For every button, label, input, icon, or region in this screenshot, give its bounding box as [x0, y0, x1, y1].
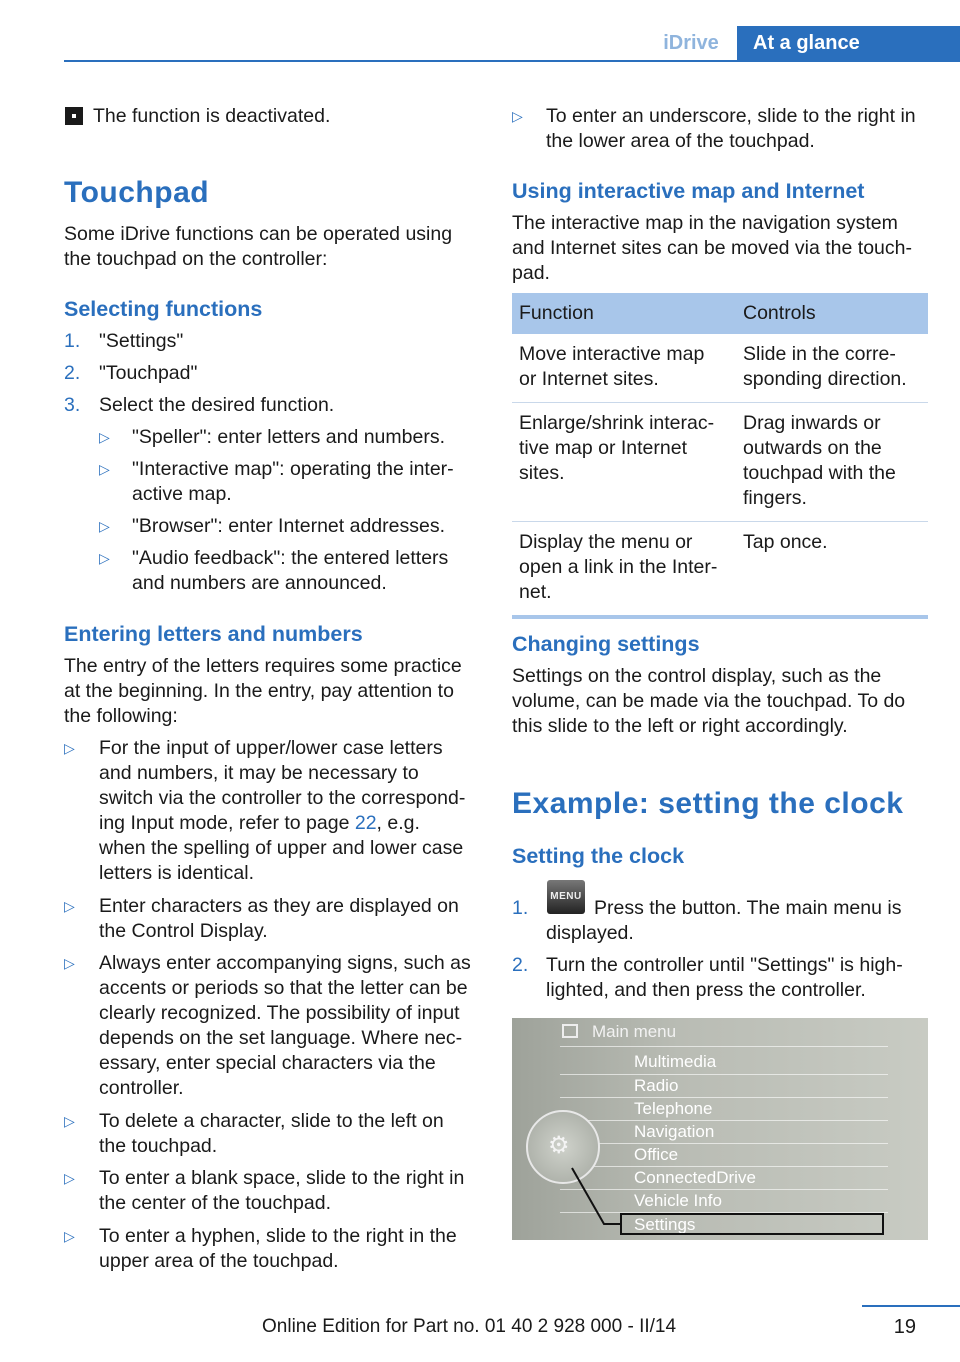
menu-item-selected: Settings	[634, 1215, 696, 1234]
page-reference-link[interactable]: 22	[354, 812, 377, 834]
controls-table	[512, 293, 928, 619]
function-item: ▷ "Speller": enter letters and numbers.	[99, 426, 445, 448]
triangle-bullet-icon: ▷	[99, 518, 110, 534]
entry-item: ▷ To enter a blank space, slide to the right in the center of the touchpad.	[64, 1167, 465, 1214]
clock-step: 2. Turn the controller until "Settings" is high‐ lighted, and then press the controller.	[512, 954, 903, 1001]
example-clock-heading: Example: setting the clock	[512, 787, 904, 820]
triangle-bullet-icon: ▷	[99, 461, 110, 477]
table-cell: Move interactive map or Internet sites.	[512, 334, 736, 403]
step-item: 2. "Touchpad"	[64, 362, 198, 384]
header-section-label: iDrive	[663, 32, 719, 54]
entry-item: ▷ To delete a character, slide to the left on the touchpad.	[64, 1110, 444, 1157]
entry-item: ▷ Enter characters as they are displayed on the Control Display.	[64, 895, 459, 942]
interactive-map-heading: Using interactive map and Internet	[512, 179, 865, 203]
entering-intro: The entry of the letters requires some practice at the beginning. In the entry, pay attention to the following:	[64, 655, 462, 727]
deactivated-checkbox-icon	[65, 107, 83, 125]
changing-settings-text: Settings on the control display, such as the volume, can be made via the touchpad. To do this slide to the left or right accordingly.	[512, 665, 906, 737]
gear-icon: ⚙	[548, 1132, 570, 1159]
function-item: ▷ "Interactive map": operating the inter‐ active map.	[99, 458, 454, 505]
table-header-row	[512, 293, 928, 334]
table-header-cell: Function	[512, 293, 736, 334]
menu-button-icon: MENU	[547, 880, 585, 914]
setting-clock-heading: Setting the clock	[512, 844, 685, 868]
table-cell: Enlarge/shrink interac‐ tive map or Internet sites.	[512, 403, 736, 522]
clock-step: 1. Press the button. The main menu is displayed.	[512, 897, 902, 944]
triangle-bullet-icon: ▷	[64, 1228, 75, 1244]
touchpad-heading: Touchpad	[64, 176, 210, 209]
footer-rule	[862, 1305, 960, 1307]
main-menu-screenshot	[512, 1018, 928, 1240]
table-cell: Tap once.	[736, 522, 928, 618]
function-item: ▷ "Audio feedback": the entered letters and numbers are announced.	[99, 547, 449, 594]
header-chapter-tab: At a glance	[737, 26, 960, 62]
deactivated-text: The function is deactivated.	[93, 105, 331, 127]
triangle-bullet-icon: ▷	[64, 898, 75, 914]
footer-edition: Online Edition for Part no. 01 40 2 928 000 - II/14	[262, 1316, 677, 1337]
menu-item: Radio	[634, 1076, 679, 1095]
table-row	[512, 334, 928, 403]
entry-item: ▷ To enter a hyphen, slide to the right in the upper area of the touchpad.	[64, 1225, 457, 1272]
menu-item: Office	[634, 1145, 679, 1164]
table-cell: Drag inwards or outwards on the touchpad with the fingers.	[736, 403, 928, 522]
changing-settings-heading: Changing settings	[512, 632, 700, 656]
menu-item: Vehicle Info	[634, 1191, 722, 1210]
triangle-bullet-icon: ▷	[64, 955, 75, 971]
table-row	[512, 522, 928, 618]
step-item: 1. "Settings"	[64, 330, 184, 352]
menu-item: Telephone	[634, 1099, 713, 1118]
menu-item: Navigation	[634, 1122, 715, 1141]
table-cell: Slide in the corre‐ sponding direction.	[736, 334, 928, 403]
callout-line	[512, 1018, 928, 1240]
entry-item: ▷ For the input of upper/lower case letters and numbers, it may be necessary to switch via the controller to the correspond‐ ing Input mode, refer to page 22, e.g. when the spelling of upper and lower case letters is identical.	[64, 737, 466, 884]
entry-item: ▷ Always enter accompanying signs, such as accents or periods so that the letter can be clearly recognized. The possibility of input depends on the set language. Where nec‐ essary, enter special characters via the controller.	[64, 952, 471, 1099]
triangle-bullet-icon: ▷	[64, 1113, 75, 1129]
table-header-cell: Controls	[736, 293, 928, 334]
menu-item: Multimedia	[634, 1052, 717, 1071]
triangle-bullet-icon: ▷	[64, 1170, 75, 1186]
entering-letters-heading: Entering letters and numbers	[64, 622, 363, 646]
header-rule	[64, 60, 960, 62]
selecting-functions-heading: Selecting functions	[64, 297, 263, 321]
triangle-bullet-icon: ▷	[512, 108, 523, 124]
triangle-bullet-icon: ▷	[99, 550, 110, 566]
interactive-map-intro: The interactive map in the navigation system and Internet sites can be moved via the touch‐ pad.	[512, 212, 912, 284]
table-cell: Display the menu or open a link in the Inter‐ net.	[512, 522, 736, 618]
menu-item: ConnectedDrive	[634, 1168, 756, 1187]
function-item: ▷ "Browser": enter Internet addresses.	[99, 515, 445, 537]
page-number: 19	[893, 1316, 916, 1338]
table-row	[512, 403, 928, 522]
triangle-bullet-icon: ▷	[99, 429, 110, 445]
touchpad-intro: Some iDrive functions can be operated using the touchpad on the controller:	[64, 223, 453, 270]
entry-item: ▷ To enter an underscore, slide to the right in the lower area of the touchpad.	[512, 105, 916, 152]
step-item: 3. Select the desired function.	[64, 394, 335, 416]
main-menu-title: Main menu	[592, 1022, 677, 1041]
triangle-bullet-icon: ▷	[64, 740, 75, 756]
